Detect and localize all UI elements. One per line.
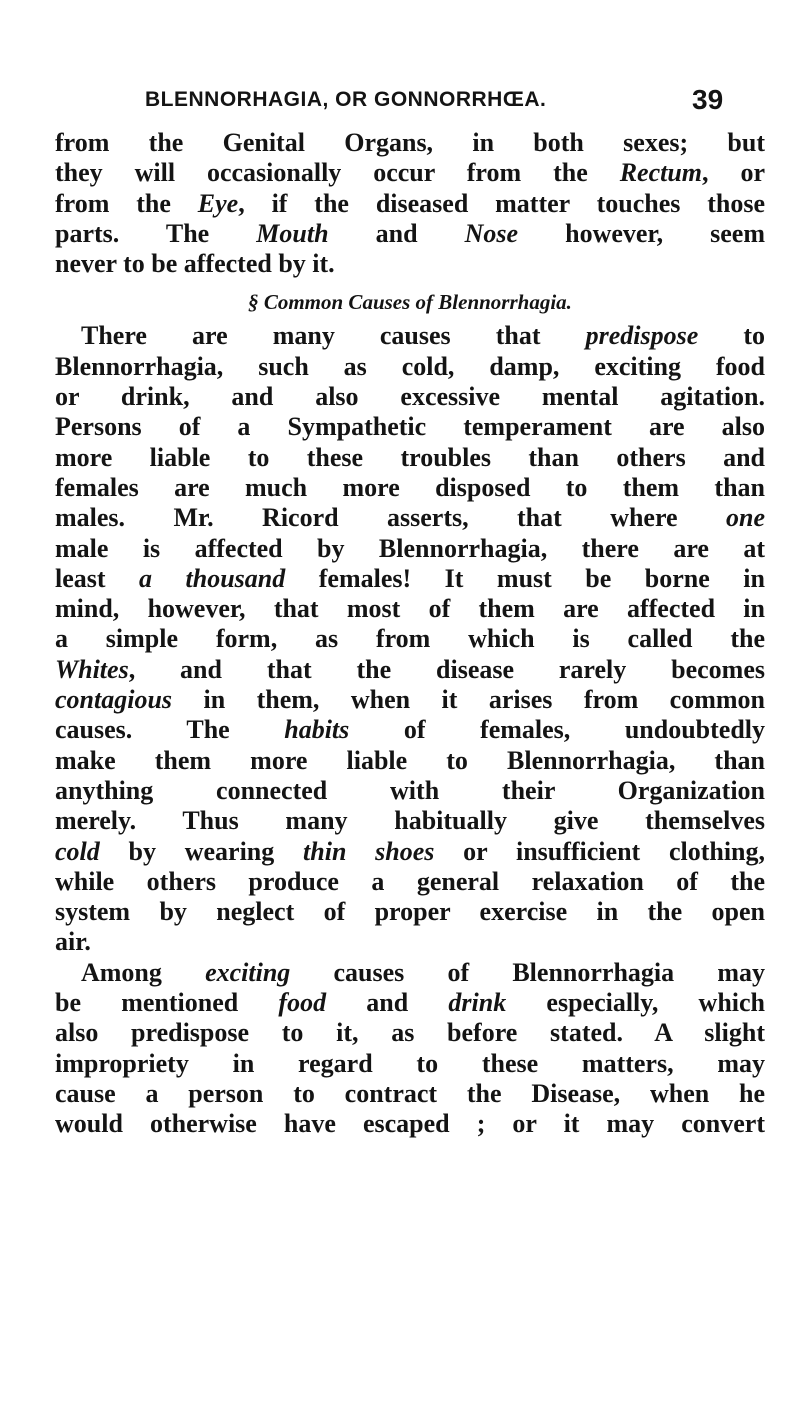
italic-text: Nose bbox=[464, 218, 519, 248]
italic-text: a thousand bbox=[139, 563, 286, 593]
text-line: or drink, and also excessive mental agitation. bbox=[55, 382, 765, 412]
text-line: cold by wearing thin shoes or insufficient clothing, bbox=[55, 836, 766, 866]
text-line: merely. Thus many habitually give themselves bbox=[55, 806, 765, 836]
text-line: also predispose to it, as before stated. A slight bbox=[55, 1018, 765, 1048]
text-line: impropriety in regard to these matters, may bbox=[55, 1048, 765, 1078]
paragraph-exciting-causes bbox=[55, 958, 765, 1140]
text-line: more liable to these troubles than others and bbox=[55, 442, 765, 472]
text-line: system by neglect of proper exercise in the open bbox=[55, 897, 765, 927]
italic-text: exciting bbox=[205, 957, 291, 987]
italic-text: cold bbox=[55, 836, 100, 866]
italic-text: contagious bbox=[55, 685, 173, 715]
text-line: causes. The habits of females, undoubtedly bbox=[55, 715, 765, 745]
italic-text: one bbox=[726, 503, 765, 533]
text-line: they will occasionally occur from the Rectum, or bbox=[55, 158, 766, 188]
text-line: male is affected by Blennorrhagia, there are at bbox=[55, 533, 765, 563]
text-line: from the Eye, if the diseased matter touches those bbox=[55, 188, 766, 218]
page-number: 39 bbox=[692, 84, 724, 115]
text-line: Blennorrhagia, such as cold, damp, exciting food bbox=[55, 351, 765, 381]
paragraph-predisposing-causes bbox=[55, 321, 765, 957]
text-line: would otherwise have escaped ; or it may convert bbox=[55, 1109, 765, 1139]
text-line: Persons of a Sympathetic temperament are also bbox=[55, 412, 765, 442]
running-title: BLENNORHAGIA, OR GONNORRHŒA. bbox=[145, 88, 547, 111]
italic-text: Mouth bbox=[256, 218, 329, 248]
text-line: while others produce a general relaxation of the bbox=[55, 866, 765, 896]
text-line: be mentioned food and drink especially, which bbox=[55, 988, 766, 1018]
italic-text: food bbox=[278, 988, 327, 1018]
text-line: Whites, and that the disease rarely becomes bbox=[55, 654, 765, 684]
paragraph-genital-organs bbox=[55, 128, 765, 279]
text-line: never to be affected by it. bbox=[55, 249, 335, 279]
italic-text: Rectum bbox=[619, 158, 703, 188]
text-line: anything connected with their Organization bbox=[55, 775, 765, 805]
text-line: cause a person to contract the Disease, when he bbox=[55, 1078, 765, 1108]
italic-text: drink bbox=[448, 988, 507, 1018]
text-line: males. Mr. Ricord asserts, that where one bbox=[55, 503, 765, 533]
text-line: contagious in them, when it arises from common bbox=[55, 685, 765, 715]
text-line: parts. The Mouth and Nose however, seem bbox=[55, 218, 766, 248]
italic-text: thin shoes bbox=[303, 836, 435, 866]
section-heading: § Common Causes of Blennorrhagia. bbox=[248, 290, 572, 315]
text-line: There are many causes that predispose to bbox=[81, 321, 765, 351]
text-line: least a thousand females! It must be borne in bbox=[55, 563, 765, 593]
body-text bbox=[55, 128, 765, 1140]
text-line: females are much more disposed to them than bbox=[55, 472, 765, 502]
italic-text: Eye bbox=[197, 188, 239, 218]
italic-text: Whites bbox=[55, 654, 129, 684]
italic-text: habits bbox=[284, 715, 350, 745]
text-line: air. bbox=[55, 927, 91, 957]
text-line: from the Genital Organs, in both sexes; but bbox=[55, 128, 765, 157]
page-header bbox=[0, 84, 800, 128]
italic-text: predispose bbox=[585, 321, 699, 351]
text-line: a simple form, as from which is called the bbox=[55, 624, 765, 654]
text-line: Among exciting causes of Blennorrhagia may bbox=[81, 957, 765, 987]
text-line: make them more liable to Blennorrhagia, than bbox=[55, 745, 765, 775]
text-line: mind, however, that most of them are affected in bbox=[55, 594, 765, 624]
